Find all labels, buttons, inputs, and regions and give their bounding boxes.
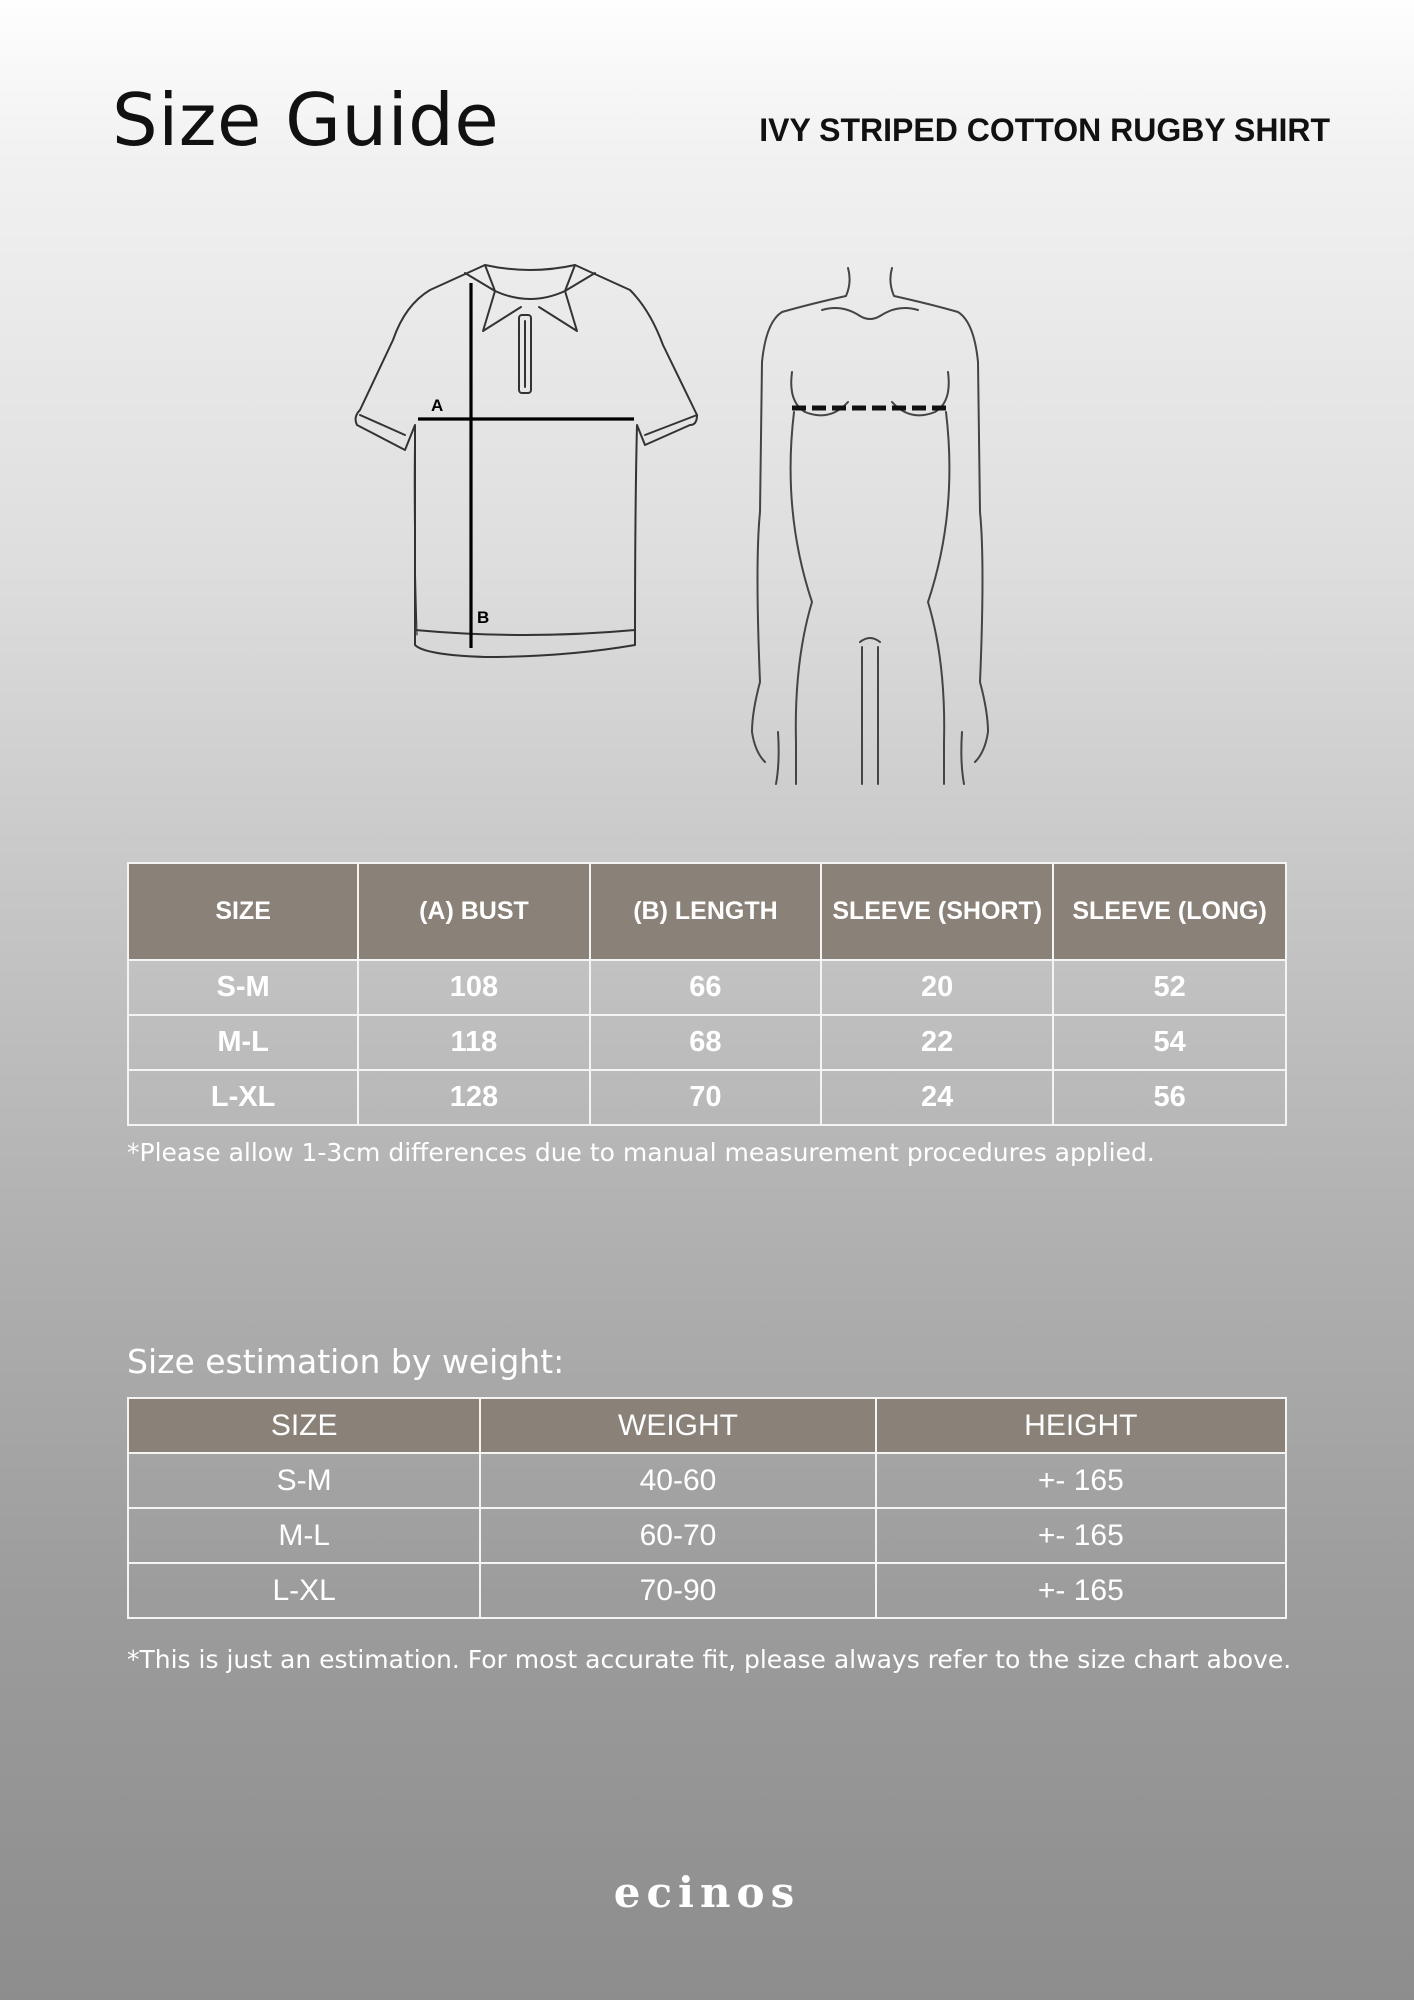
cell-size: L-XL [128,1563,480,1618]
header-size: SIZE [128,1398,480,1453]
weight-section-heading: Size estimation by weight: [127,1342,565,1381]
estimation-note: *This is just an estimation. For most accurate fit, please always refer to the size chart above. [127,1645,1292,1674]
table-row [128,1453,1286,1508]
header-height: HEIGHT [876,1398,1286,1453]
cell-sleeve-short: 22 [821,1015,1053,1070]
cell-height: +- 165 [876,1563,1286,1618]
table-row [128,1508,1286,1563]
table-row [128,960,1286,1015]
header-size: SIZE [128,863,358,960]
header-sleeve-short: SLEEVE (SHORT) [821,863,1053,960]
measurement-note: *Please allow 1-3cm differences due to manual measurement procedures applied. [127,1138,1155,1167]
size-chart-table [127,862,1287,1126]
cell-sleeve-short: 24 [821,1070,1053,1125]
header-weight: WEIGHT [480,1398,875,1453]
cell-length: 68 [590,1015,822,1070]
cell-sleeve-long: 54 [1053,1015,1286,1070]
cell-height: +- 165 [876,1453,1286,1508]
weight-estimation-table [127,1397,1287,1619]
cell-length: 66 [590,960,822,1015]
cell-weight: 60-70 [480,1508,875,1563]
brand-logo: ecinos [613,1868,801,1917]
size-chart-header-row [128,863,1286,960]
cell-sleeve-short: 20 [821,960,1053,1015]
cell-bust: 108 [358,960,589,1015]
weight-header-row [128,1398,1286,1453]
page-title: Size Guide [112,78,500,162]
cell-weight: 40-60 [480,1453,875,1508]
cell-sleeve-long: 56 [1053,1070,1286,1125]
table-row [128,1563,1286,1618]
cell-bust: 118 [358,1015,589,1070]
cell-bust: 128 [358,1070,589,1125]
cell-size: M-L [128,1015,358,1070]
table-row [128,1070,1286,1125]
header-bust: (A) BUST [358,863,589,960]
label-b: B [477,608,490,627]
cell-height: +- 165 [876,1508,1286,1563]
cell-size: M-L [128,1508,480,1563]
cell-length: 70 [590,1070,822,1125]
cell-weight: 70-90 [480,1563,875,1618]
label-a: A [431,396,444,415]
header-sleeve-long: SLEEVE (LONG) [1053,863,1286,960]
shirt-measurement-illustration [345,255,705,660]
table-row [128,1015,1286,1070]
cell-size: S-M [128,960,358,1015]
cell-size: S-M [128,1453,480,1508]
cell-size: L-XL [128,1070,358,1125]
header-length: (B) LENGTH [590,863,822,960]
body-measurement-illustration [730,262,1010,792]
cell-sleeve-long: 52 [1053,960,1286,1015]
product-name: IVY STRIPED COTTON RUGBY SHIRT [759,112,1330,148]
